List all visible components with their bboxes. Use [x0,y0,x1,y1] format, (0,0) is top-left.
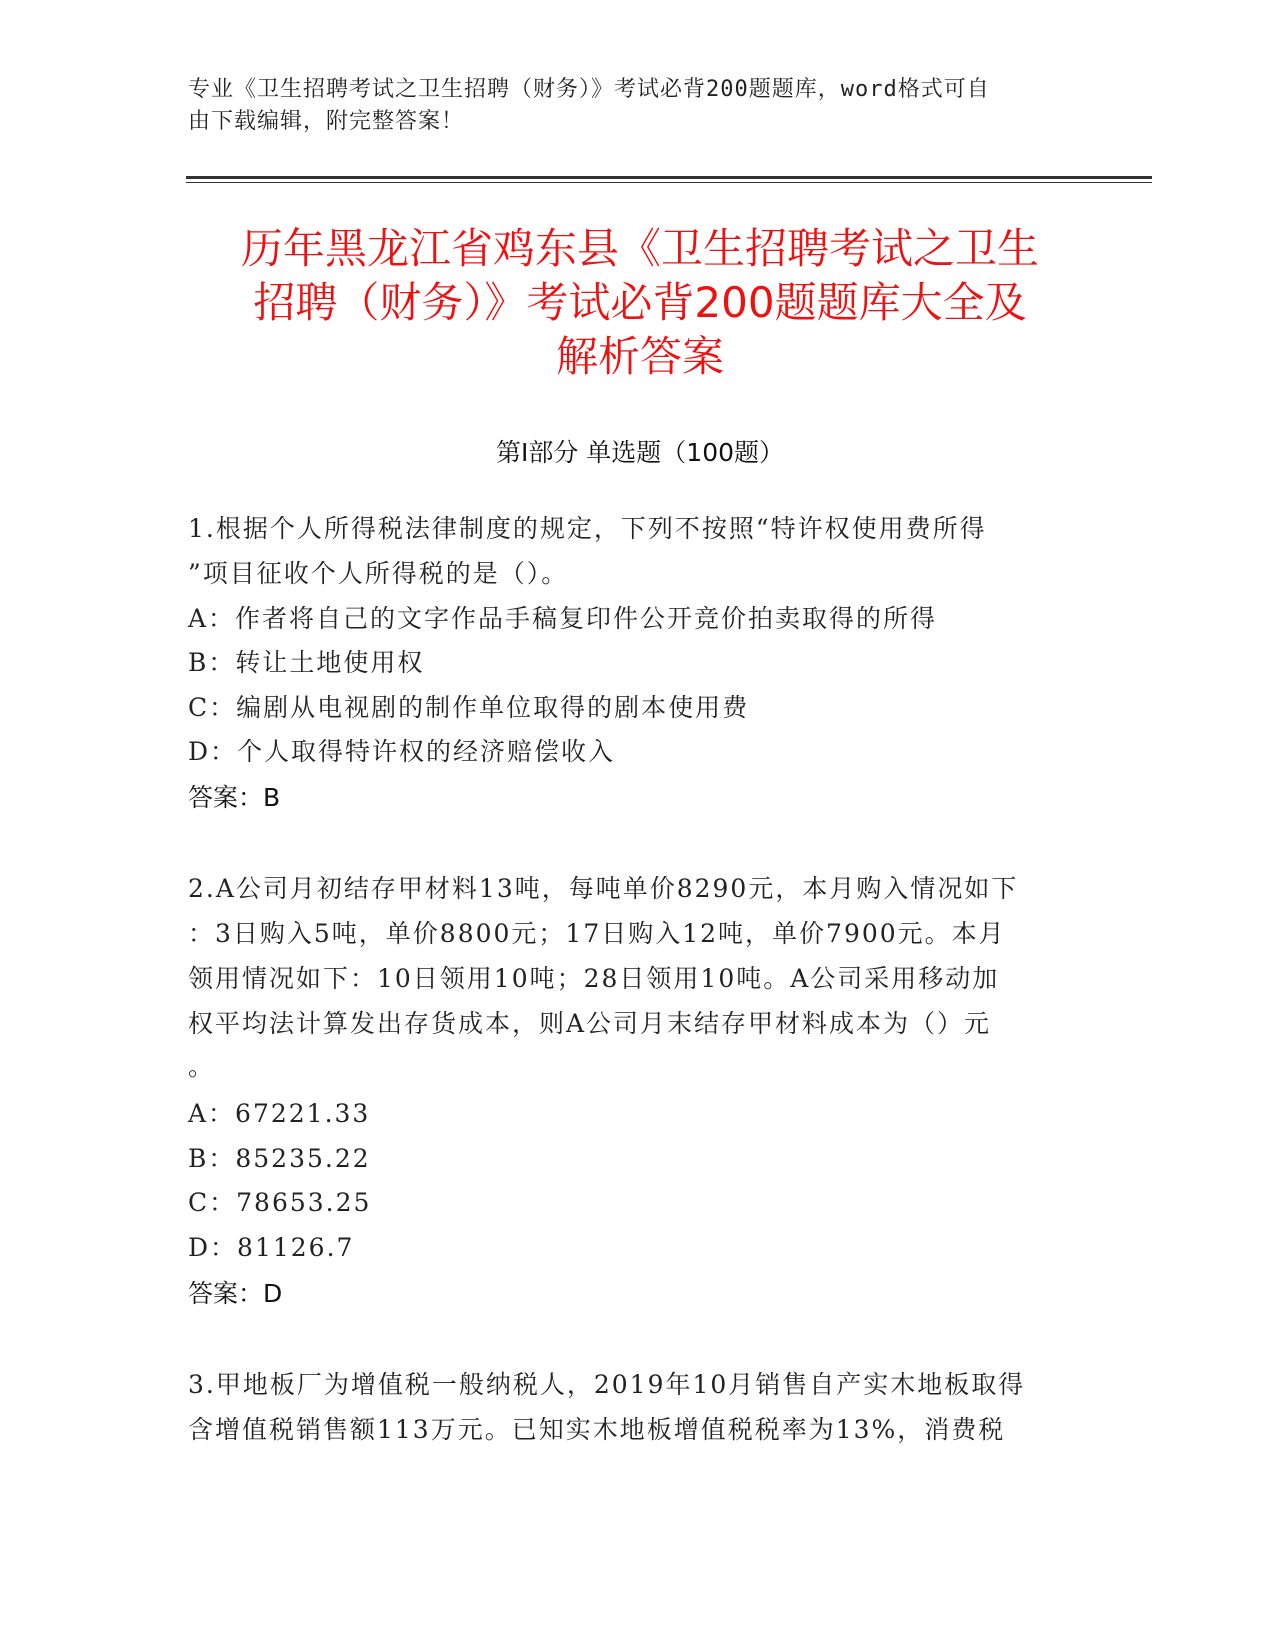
answer: 答案：D [188,1279,283,1308]
question-stem-line: 权平均法计算发出存货成本，则A公司月末结存甲材料成本为（）元 [188,1009,992,1038]
question-stem-line: ”项目征收个人所得税的是（）。 [188,559,569,588]
title-line-2: 招聘（财务）》考试必背200题题库大全及 [253,278,1027,327]
option-a: A：作者将自己的文字作品手稿复印件公开竞价拍卖取得的所得 [188,604,938,633]
question-stem-line: 领用情况如下：10日领用10吨；28日领用10吨。A公司采用移动加 [188,964,1000,993]
header-note-line-1: 专业《卫生招聘考试之卫生招聘（财务）》考试必背200题题库，word格式可自 [188,77,990,102]
option-a: A：67221.33 [188,1099,371,1128]
question-stem-line: 。 [188,1052,216,1081]
title-line-1: 历年黑龙江省鸡东县《卫生招聘考试之卫生 [240,224,1039,273]
option-c: C：编剧从电视剧的制作单位取得的剧本使用费 [188,693,750,722]
header-divider-thick [186,176,1152,179]
question-stem-line: ：3日购入5吨，单价8800元；17日购入12吨，单价7900元。本月 [188,919,1006,948]
option-b: B：85235.22 [188,1144,371,1173]
option-d: D：81126.7 [188,1233,355,1262]
option-c: C：78653.25 [188,1188,372,1217]
question-stem-line: 2.A公司月初结存甲材料13吨，每吨单价8290元，本月购入情况如下 [188,874,1019,903]
title-line-3: 解析答案 [555,332,724,381]
answer: 答案：B [188,783,281,812]
header-note [188,74,1088,138]
option-b: B：转让土地使用权 [188,648,425,677]
question-stem-line: 1.根据个人所得税法律制度的规定，下列不按照“特许权使用费所得 [188,514,987,543]
section-heading: 第Ⅰ部分 单选题（100题） [495,438,785,467]
question-stem-line: 含增值税销售额113万元。已知实木地板增值税税率为13%，消费税 [188,1415,1006,1444]
document-title [160,222,1120,384]
header-divider-thin [186,182,1152,183]
question-stem-line: 3.甲地板厂为增值税一般纳税人，2019年10月销售自产实木地板取得 [188,1370,1026,1399]
option-d: D：个人取得特许权的经济赔偿收入 [188,737,616,766]
header-note-line-2: 由下载编辑，附完整答案！ [188,109,465,134]
